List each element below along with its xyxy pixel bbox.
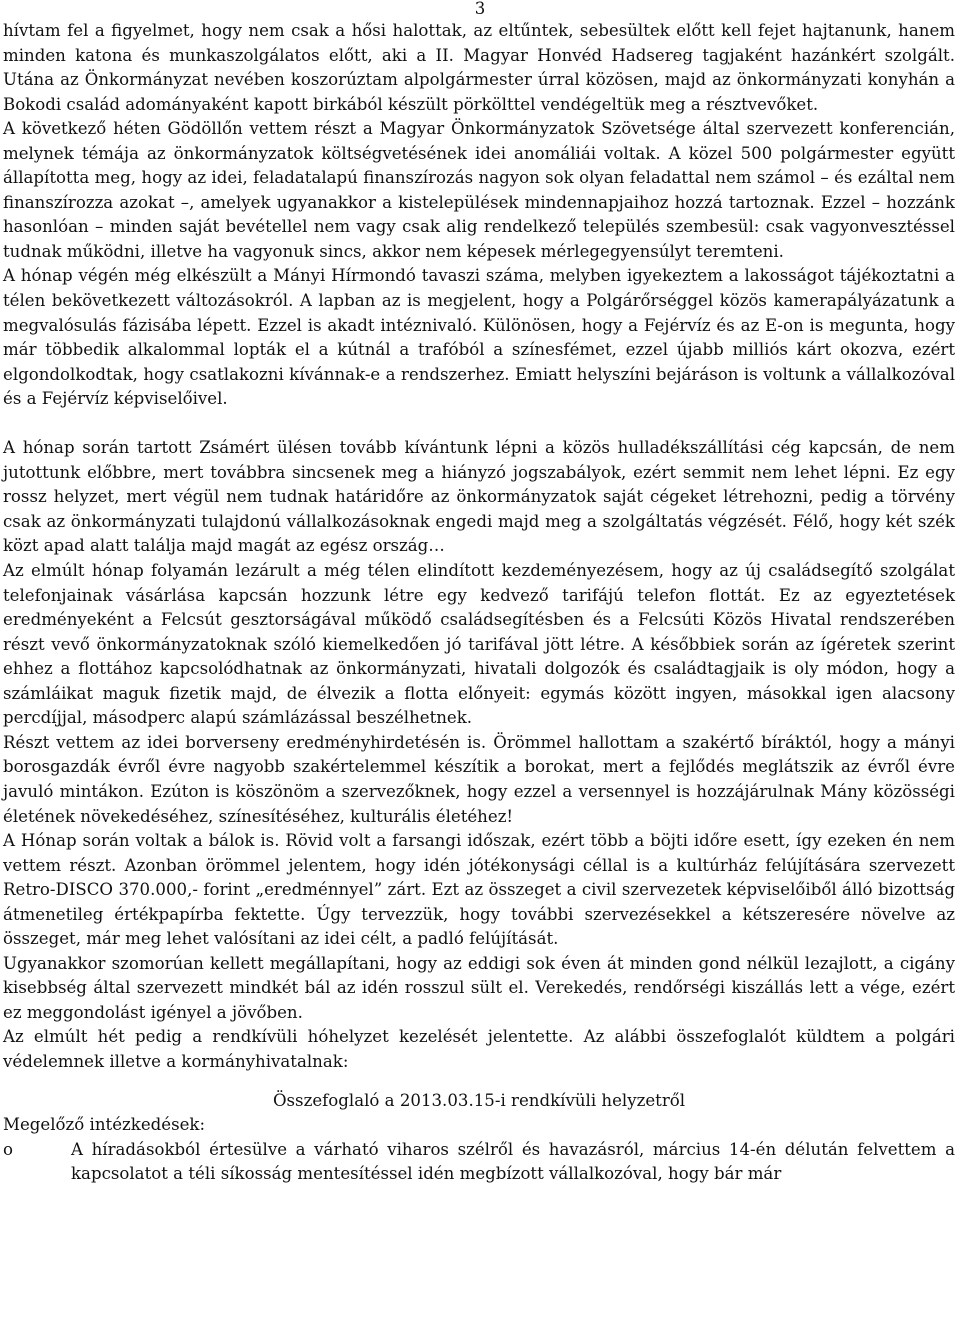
- body-text: [3, 19, 955, 1187]
- paragraph-spacer: [3, 412, 955, 437]
- preceding-measures-label: Megelőző intézkedések:: [3, 1115, 206, 1135]
- paragraph-wine-contest: Részt vettem az idei borverseny eredményhirdetésén is. Örömmel hallottam a szakértő bíráktól, hogy a mányi borosgazdák évről évre nagyobb szakértelemmel készítik a borokat, mert a fejlődés meglátszik az évről évre javuló mintákon. Ezúton is köszönöm a szervezőknek, hogy ezzel a versennyel is hozzájárulnak Mány közösségi életének növekedéséhez, színesítéséhez, kulturális életéhez!: [3, 732, 955, 826]
- paragraph-spacer: [3, 1075, 955, 1089]
- paragraph-balls: A Hónap során voltak a bálok is. Rövid volt a farsangi időszak, ezért több a böjti időre esett, így ezeken én nem vettem részt. Azonban örömmel jelentem, hogy idén jótékonysági céllal is a kultúrház felújítására szervezett Retro-DISCO 370.000,- forint „eredménnyel” zárt. Ezt az összeget a civil szervezetek képviselőiből álló bizottság átmenetileg értékpapírba fektette. Úgy tervezzük, hogy további szervezésekkel a kétszeresére növelve az összeget, már meg lehet valósítani az idei célt, a padló felújítását.: [3, 831, 955, 949]
- paragraph-wreath-ceremony: hívtam fel a figyelmet, hogy nem csak a hősi halottak, az eltűntek, sebesültek előtt kell fejet hajtanunk, hanem minden katona és munkaszolgálatos előtt, aki a II. Magyar Honvéd Hadsereg tagjaként hazánkért szolgált. Utána az Önkormányzat nevében koszorúztam alpolgármester úrral közösen, majd az önkormányzati konyhán a Bokodi család adományaként kapott birkából készült pörkölttel vendégeltük meg a résztvevőket.: [3, 21, 955, 114]
- summary-title: Összefoglaló a 2013.03.15-i rendkívüli helyzetről: [272, 1090, 686, 1110]
- paragraph-hirmondo-camera: A hónap végén még elkészült a Mányi Hírmondó tavaszi száma, melyben igyekeztem a lakosságot tájékoztatni a télen bekövetkezett változásokról. A lapban az is megjelent, hogy a Polgárőrséggel közös kamerapályázatunk a megvalósulás fázisába lépett. Ezzel is akadt intéznivaló. Különösen, hogy a Fejérvíz és az E-on is megunta, hogy már többedik alkalommal lopták el a kútnál a trafóból a színesfémet, ezzel újabb milliós kárt okozva, ezért elgondolkodtak, hogy csatlakozni kívánnak-e a rendszerhez. Emiatt helyszíni bejáráson is voltunk a vállalkozóval és a Fejérvíz képviselőivel.: [3, 266, 955, 409]
- paragraph-zsamert-meeting: A hónap során tartott Zsámért ülésen tovább kívántunk lépni a közös hulladékszállítási cég kapcsán, de nem jutottunk előbbre, mert továbbra sincsenek meg a hiányzó jogszabályok, ezért semmit nem lehet lépni. Ez egy rossz helyzet, mert végül nem tudnak határidőre az önkormányzatok saját cégeket létrehozni, pedig a törvény csak az önkormányzati tulajdonú vállalkozásoknak engedi majd meg a szolgáltatás végzését. Félő, hogy két szék közt apad alatt találja majd magát az egész ország…: [3, 438, 955, 556]
- page-number: 3: [474, 0, 486, 18]
- paragraph-snow-situation: Az elmúlt hét pedig a rendkívüli hóhelyzet kezelését jelentette. Az alábbi összefoglalót küldtem a polgári védelemnek illetve a kormányhivatalnak:: [3, 1027, 955, 1071]
- list-item-text: A híradásokból értesülve a várható viharos szélről és havazásról, március 14-én délután felvettem a kapcsolatot a téli síkosság mentesítéssel idén megbízott vállalkozóval, hogy bár már: [71, 1139, 955, 1184]
- list-item: [3, 1138, 955, 1187]
- paragraph-gypsy-ball: Ugyanakkor szomorúan kellett megállapítani, hogy az eddigi sok éven át minden gond nélkül lezajlott, a cigány kisebbség által szervezett mindkét bál az idén rosszul sült el. Verekedés, rendőrségi kiszállás lett a vége, ezért ez meggondolást igényel a jövőben.: [3, 953, 955, 1022]
- bullet-marker: o: [3, 1139, 13, 1159]
- paragraph-phone-fleet: Az elmúlt hónap folyamán lezárult a még télen elindított kezdeményezésem, hogy az új családsegítő szolgálat telefonjainak vásárlása kapcsán hozzunk létre egy kedvező tarifájú telefon flottát. Ez az egyeztetések eredményeként a Felcsút gesztorságával működő családsegítésben és a Felcsúti Közös Hivatal rendszerében részt vevő önkormányzatoknak szóló kiemelkedően jó tarifával jött létre. A későbbiek során az ígéretek szerint ehhez a flottához kapcsolódhatnak az önkormányzati, hivatali dolgozók és családtagjaik is oly módon, hogy a számláikat maguk fizetik majd, de élvezik a flotta előnyeit: egymás között ingyen, másokkal igen alacsony percdíjjal, másodperc alapú számlázással beszélhetnek.: [3, 561, 955, 728]
- paragraph-godollo-conference: A következő héten Gödöllőn vettem részt a Magyar Önkormányzatok Szövetsége által szervezett konferencián, melynek témája az önkormányzatok költségvetésének idei anomáliái voltak. A közel 500 polgármester együtt állapította meg, hogy az idei, feladatalapú finanszírozás nagyon sok olyan feladattal nem számol – és ezáltal nem finanszírozza azokat –, amelyek ugyanakkor a kistelepülések mindennapjaihoz hozzá tartoznak. Ezzel – hozzánk hasonlóan – minden saját bevétellel nem vagy csak alig rendelkező település szembesül: csak vagyonvesztéssel tudnak működni, illetve ha vagyonuk sincs, akkor nem képesek mérlegegyensúlyt teremteni.: [3, 119, 955, 261]
